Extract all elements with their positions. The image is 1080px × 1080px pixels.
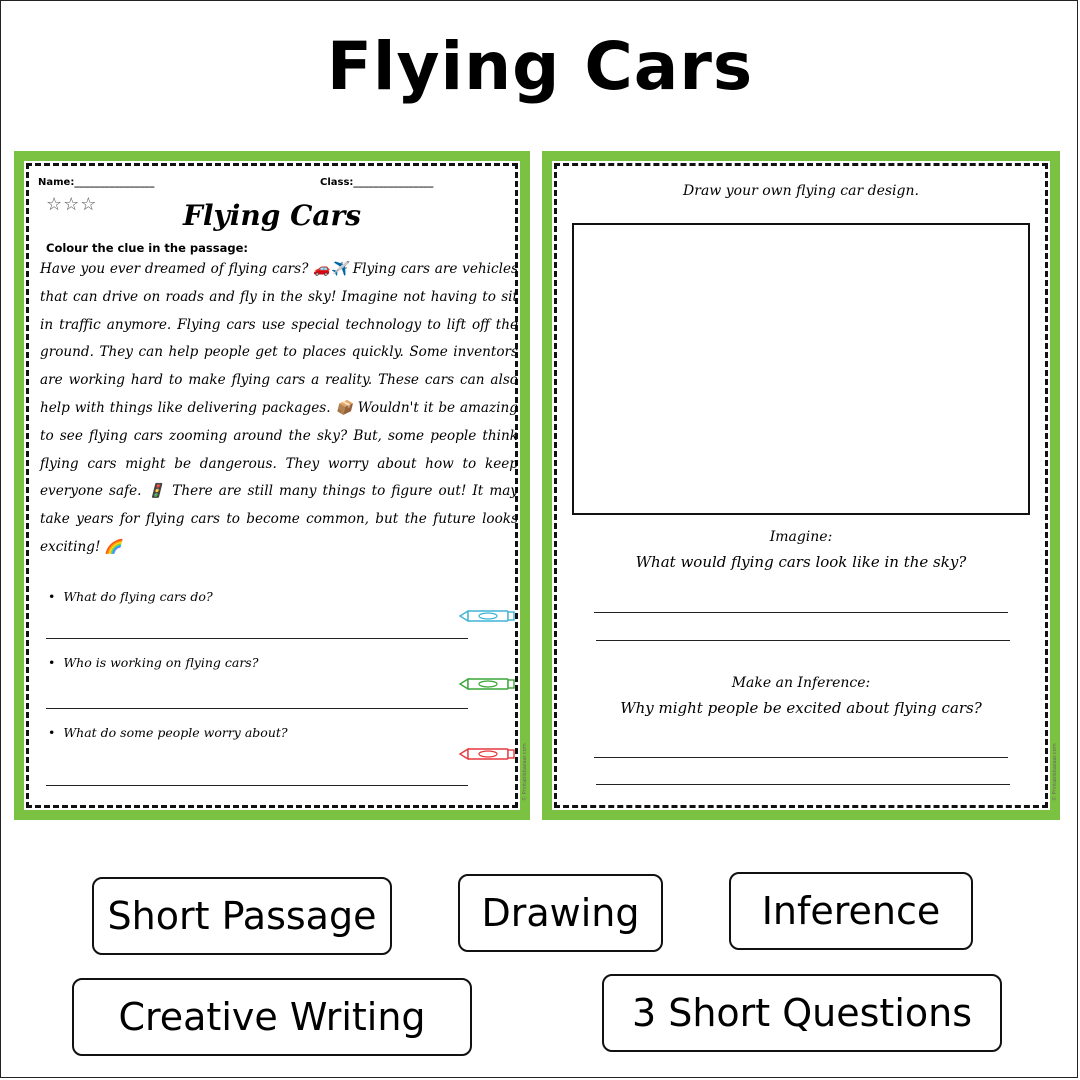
bullet-icon: • bbox=[48, 589, 64, 604]
blue-crayon-icon bbox=[458, 609, 516, 623]
red-crayon-icon bbox=[458, 747, 516, 761]
imagine-label: Imagine: bbox=[769, 529, 833, 545]
answer-line[interactable] bbox=[46, 708, 468, 709]
answer-line[interactable] bbox=[596, 784, 1010, 785]
tag-short-passage: Short Passage bbox=[92, 877, 392, 955]
green-crayon-icon bbox=[458, 677, 516, 691]
tag-drawing: Drawing bbox=[458, 874, 663, 952]
worksheet-drawing-page bbox=[542, 151, 1060, 820]
inference-label: Make an Inference: bbox=[731, 675, 871, 691]
bullet-icon: • bbox=[48, 725, 64, 740]
name-field-label: Name:________________ bbox=[38, 177, 155, 188]
drawing-area[interactable] bbox=[572, 223, 1030, 515]
answer-line[interactable] bbox=[46, 638, 468, 639]
question-item bbox=[48, 589, 213, 604]
bullet-icon: • bbox=[48, 655, 64, 670]
inference-question: Why might people be excited about flying cars? bbox=[620, 699, 982, 717]
tag-creative-writing: Creative Writing bbox=[72, 978, 472, 1056]
imagine-question: What would flying cars look like in the sky? bbox=[635, 553, 967, 571]
rating-stars-icon: ☆☆☆ bbox=[46, 194, 98, 215]
page-title: Flying Cars bbox=[326, 28, 754, 105]
draw-prompt: Draw your own flying car design. bbox=[683, 183, 919, 199]
worksheet-passage-page bbox=[14, 151, 530, 820]
passage-instruction: Colour the clue in the passage: bbox=[46, 241, 248, 255]
question-item bbox=[48, 725, 288, 740]
tag-short-questions: 3 Short Questions bbox=[602, 974, 1002, 1052]
question-item bbox=[48, 655, 258, 670]
question-text: What do some people worry about? bbox=[63, 725, 288, 740]
answer-line[interactable] bbox=[594, 757, 1008, 758]
copyright-text: © Printablebazaar.com bbox=[1052, 743, 1058, 801]
answer-line[interactable] bbox=[46, 785, 468, 786]
question-text: Who is working on flying cars? bbox=[63, 655, 259, 670]
reading-passage bbox=[40, 256, 518, 562]
copyright-text: © Printablebazaar.com bbox=[522, 743, 528, 801]
answer-line[interactable] bbox=[596, 640, 1010, 641]
question-text: What do flying cars do? bbox=[63, 589, 213, 604]
answer-line[interactable] bbox=[594, 612, 1008, 613]
passage-text: Have you ever dreamed of flying cars? 🚗✈️ Flying cars are vehicles that can drive on roads and fly in the sky! Imagine not having to sit in traffic anymore. Flying cars use special technology to lift off the ground. They can help people get to places quickly. Some inventors are working hard to make flying cars a reality. These cars can also help with things like delivering packages. 📦 Wouldn't it be amazing to see flying cars zooming around the sky? But, some people think flying cars might be dangerous. They worry about how to keep everyone safe. 🚦 There are still many things to figure out! It may take years for flying cars to become common, but the future looks exciting! 🌈 bbox=[40, 261, 518, 555]
class-field-label: Class:________________ bbox=[320, 177, 434, 188]
tag-inference: Inference bbox=[729, 872, 973, 950]
worksheet-title: Flying Cars bbox=[182, 199, 362, 232]
